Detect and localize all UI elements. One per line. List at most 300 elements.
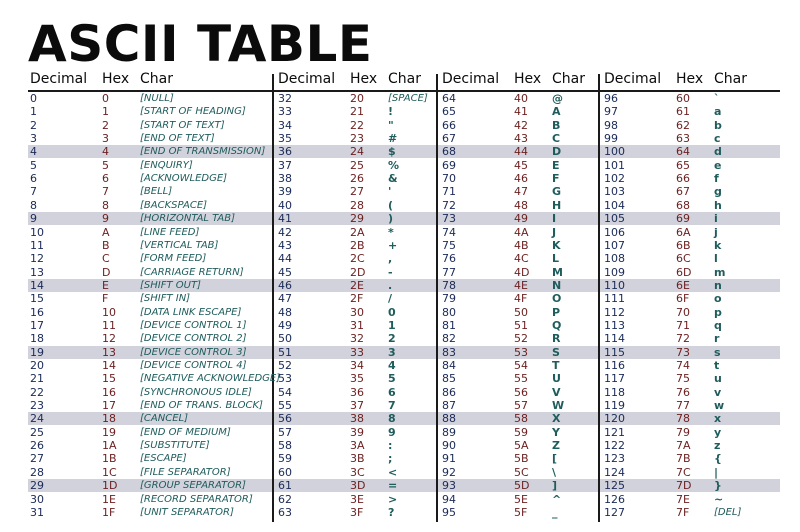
char-cell: $ <box>388 145 396 159</box>
decimal-cell: 2 <box>30 118 37 132</box>
decimal-cell: 26 <box>30 439 44 453</box>
decimal-cell: 119 <box>604 399 625 413</box>
hex-cell: 73 <box>676 345 690 359</box>
decimal-cell: 44 <box>278 252 292 266</box>
char-cell: Q <box>552 318 562 332</box>
decimal-cell: 40 <box>278 198 292 212</box>
char-cell: [START OF TEXT] <box>140 119 225 131</box>
char-cell: k <box>714 238 722 252</box>
char-cell: [DEVICE CONTROL 2] <box>140 333 247 345</box>
decimal-cell: 6 <box>30 172 37 186</box>
decimal-cell: 87 <box>442 399 456 413</box>
char-cell: O <box>552 292 562 306</box>
hex-cell: 7E <box>676 492 690 506</box>
char-cell: B <box>552 118 561 132</box>
char-cell: [VERTICAL TAB] <box>140 239 219 251</box>
char-cell: f <box>714 172 719 186</box>
hex-cell: 4B <box>514 238 529 252</box>
hex-cell: B <box>102 238 110 252</box>
decimal-cell: 112 <box>604 305 625 319</box>
char-cell: S <box>552 345 560 359</box>
char-cell: [FILE SEPARATOR] <box>140 466 231 478</box>
hex-cell: D <box>102 265 111 279</box>
char-cell: 3 <box>388 345 396 359</box>
hex-cell: 13 <box>102 345 116 359</box>
decimal-cell: 60 <box>278 465 292 479</box>
char-cell: / <box>388 292 393 306</box>
char-cell: l <box>714 252 718 266</box>
char-cell: j <box>714 225 718 239</box>
decimal-cell: 22 <box>30 385 44 399</box>
hex-cell: 57 <box>514 399 528 413</box>
hex-cell: 6B <box>676 238 691 252</box>
hex-cell: 6 <box>102 172 109 186</box>
char-cell: o <box>714 292 722 306</box>
decimal-cell: 3 <box>30 132 37 146</box>
char-cell: a <box>714 105 722 119</box>
hex-cell: 46 <box>514 172 528 186</box>
char-cell: [BELL] <box>140 186 173 198</box>
char-cell: : <box>388 439 393 453</box>
header-decimal: Decimal <box>278 71 336 87</box>
char-cell: s <box>714 345 721 359</box>
decimal-cell: 8 <box>30 198 37 212</box>
decimal-cell: 92 <box>442 465 456 479</box>
decimal-cell: 9 <box>30 212 37 226</box>
char-cell: P <box>552 305 561 319</box>
hex-cell: 24 <box>350 145 364 159</box>
decimal-cell: 43 <box>278 238 292 252</box>
decimal-cell: 20 <box>30 359 44 372</box>
decimal-cell: 45 <box>278 265 292 279</box>
hex-cell: 60 <box>676 92 690 105</box>
hex-cell: 31 <box>350 318 364 332</box>
decimal-cell: 104 <box>604 198 625 212</box>
hex-cell: A <box>102 225 110 239</box>
decimal-cell: 1 <box>30 105 37 119</box>
hex-cell: 67 <box>676 185 690 199</box>
hex-cell: 69 <box>676 212 690 226</box>
decimal-cell: 69 <box>442 158 456 172</box>
char-cell: D <box>552 145 562 159</box>
char-cell: < <box>388 465 398 479</box>
decimal-cell: 53 <box>278 372 292 386</box>
char-cell: ~ <box>714 492 724 506</box>
char-cell: E <box>552 158 560 172</box>
hex-cell: 28 <box>350 198 364 212</box>
hex-cell: 3C <box>350 465 365 479</box>
decimal-cell: 10 <box>30 225 44 239</box>
decimal-cell: 79 <box>442 292 456 306</box>
decimal-cell: 28 <box>30 465 44 479</box>
hex-cell: 65 <box>676 158 690 172</box>
decimal-cell: 34 <box>278 118 292 132</box>
char-cell: Y <box>552 425 560 439</box>
decimal-cell: 38 <box>278 172 292 186</box>
hex-cell: 3F <box>350 505 364 519</box>
decimal-cell: 82 <box>442 332 456 346</box>
decimal-cell: 114 <box>604 332 625 346</box>
decimal-cell: 73 <box>442 212 456 226</box>
char-cell: [END OF TEXT] <box>140 133 215 145</box>
hex-cell: 33 <box>350 345 364 359</box>
hex-cell: 71 <box>676 318 690 332</box>
decimal-cell: 37 <box>278 158 292 172</box>
decimal-cell: 86 <box>442 385 456 399</box>
char-cell: [END OF MEDIUM] <box>140 426 231 438</box>
hex-cell: 38 <box>350 412 364 426</box>
hex-cell: 32 <box>350 332 364 346</box>
char-cell: 7 <box>388 399 396 413</box>
char-cell: ] <box>552 479 558 493</box>
decimal-cell: 121 <box>604 425 625 439</box>
hex-cell: 7 <box>102 185 109 199</box>
decimal-cell: 18 <box>30 332 44 346</box>
char-cell: & <box>388 172 398 186</box>
decimal-cell: 63 <box>278 505 292 519</box>
hex-cell: 47 <box>514 185 528 199</box>
decimal-cell: 13 <box>30 265 44 279</box>
hex-cell: 50 <box>514 305 528 319</box>
column-separator <box>272 74 274 522</box>
char-cell: [SPACE] <box>388 93 428 104</box>
hex-cell: 44 <box>514 145 528 159</box>
decimal-cell: 11 <box>30 238 44 252</box>
hex-cell: 4E <box>514 278 528 292</box>
decimal-cell: 23 <box>30 399 44 413</box>
decimal-cell: 75 <box>442 238 456 252</box>
hex-cell: 7A <box>676 439 691 453</box>
hex-cell: F <box>102 292 109 306</box>
char-cell: t <box>714 359 720 372</box>
hex-cell: 51 <box>514 318 528 332</box>
char-cell: ' <box>388 185 392 199</box>
decimal-cell: 99 <box>604 132 618 146</box>
char-cell: U <box>552 372 561 386</box>
header-char: Char <box>714 71 747 87</box>
hex-cell: 2 <box>102 118 109 132</box>
char-cell: [DEVICE CONTROL 4] <box>140 360 247 371</box>
decimal-cell: 101 <box>604 158 625 172</box>
char-cell: } <box>714 479 722 493</box>
char-cell: [END OF TRANSMISSION] <box>140 146 266 158</box>
ascii-table <box>28 70 776 522</box>
decimal-cell: 36 <box>278 145 292 159</box>
char-cell: m <box>714 265 726 279</box>
char-cell: d <box>714 145 722 159</box>
decimal-cell: 67 <box>442 132 456 146</box>
hex-cell: 3B <box>350 452 365 466</box>
hex-cell: 78 <box>676 412 690 426</box>
hex-cell: 70 <box>676 305 690 319</box>
hex-cell: 25 <box>350 158 364 172</box>
header-decimal: Decimal <box>30 71 88 87</box>
hex-cell: 5F <box>514 505 528 519</box>
decimal-cell: 32 <box>278 92 292 105</box>
char-cell: ) <box>388 212 394 226</box>
char-cell: H <box>552 198 562 212</box>
decimal-cell: 52 <box>278 359 292 372</box>
decimal-cell: 93 <box>442 479 456 493</box>
char-cell: [CANCEL] <box>140 413 188 425</box>
decimal-cell: 125 <box>604 479 625 493</box>
decimal-cell: 48 <box>278 305 292 319</box>
char-cell: ( <box>388 198 394 212</box>
decimal-cell: 126 <box>604 492 625 506</box>
char-cell: _ <box>552 505 558 519</box>
decimal-cell: 102 <box>604 172 625 186</box>
char-cell: [HORIZONTAL TAB] <box>140 213 235 225</box>
decimal-cell: 42 <box>278 225 292 239</box>
hex-cell: 54 <box>514 359 528 372</box>
hex-cell: 7D <box>676 479 692 493</box>
char-cell: b <box>714 118 722 132</box>
hex-cell: 2D <box>350 265 366 279</box>
hex-cell: 16 <box>102 385 116 399</box>
hex-cell: C <box>102 252 110 266</box>
char-cell: x <box>714 412 722 426</box>
hex-cell: 45 <box>514 158 528 172</box>
hex-cell: 4 <box>102 145 109 159</box>
hex-cell: 5D <box>514 479 530 493</box>
char-cell: F <box>552 172 560 186</box>
hex-cell: 14 <box>102 359 116 372</box>
decimal-cell: 27 <box>30 452 44 466</box>
decimal-cell: 31 <box>30 505 44 519</box>
char-cell: C <box>552 132 561 146</box>
char-cell: 6 <box>388 385 396 399</box>
hex-cell: 20 <box>350 92 364 105</box>
hex-cell: 30 <box>350 305 364 319</box>
char-cell: [UNIT SEPARATOR] <box>140 506 234 518</box>
char-cell: K <box>552 238 561 252</box>
decimal-cell: 85 <box>442 372 456 386</box>
header-hex: Hex <box>514 71 542 87</box>
hex-cell: 72 <box>676 332 690 346</box>
hex-cell: 26 <box>350 172 364 186</box>
hex-cell: 2C <box>350 252 365 266</box>
header-hex: Hex <box>102 71 130 87</box>
decimal-cell: 72 <box>442 198 456 212</box>
decimal-cell: 103 <box>604 185 625 199</box>
header-char: Char <box>552 71 585 87</box>
decimal-cell: 50 <box>278 332 292 346</box>
decimal-cell: 49 <box>278 318 292 332</box>
hex-cell: 52 <box>514 332 528 346</box>
hex-cell: 10 <box>102 305 116 319</box>
hex-cell: 35 <box>350 372 364 386</box>
hex-cell: 6F <box>676 292 690 306</box>
decimal-cell: 12 <box>30 252 44 266</box>
hex-cell: 5 <box>102 158 109 172</box>
hex-cell: 1 <box>102 105 109 119</box>
decimal-cell: 65 <box>442 105 456 119</box>
char-cell: i <box>714 212 718 226</box>
decimal-cell: 76 <box>442 252 456 266</box>
hex-cell: 1E <box>102 492 116 506</box>
hex-cell: 63 <box>676 132 690 146</box>
column-separator <box>436 74 438 522</box>
char-cell: [NEGATIVE ACKNOWLEDGE] <box>140 373 281 385</box>
char-cell: Z <box>552 439 560 453</box>
char-cell: 1 <box>388 318 396 332</box>
hex-cell: 7F <box>676 505 690 519</box>
char-cell: [DATA LINK ESCAPE] <box>140 306 242 318</box>
hex-cell: 42 <box>514 118 528 132</box>
decimal-cell: 83 <box>442 345 456 359</box>
decimal-cell: 80 <box>442 305 456 319</box>
decimal-cell: 90 <box>442 439 456 453</box>
char-cell: + <box>388 238 398 252</box>
char-cell: { <box>714 452 722 466</box>
hex-cell: 21 <box>350 105 364 119</box>
char-cell: [DEVICE CONTROL 3] <box>140 346 247 358</box>
decimal-cell: 110 <box>604 278 625 292</box>
hex-cell: 64 <box>676 145 690 159</box>
char-cell: J <box>552 225 557 239</box>
hex-cell: 2A <box>350 225 365 239</box>
char-cell: [DEVICE CONTROL 1] <box>140 319 247 331</box>
char-cell: 5 <box>388 372 396 386</box>
hex-cell: 61 <box>676 105 690 119</box>
hex-cell: 19 <box>102 425 116 439</box>
hex-cell: 29 <box>350 212 364 226</box>
char-cell: G <box>552 185 562 199</box>
char-cell: [BACKSPACE] <box>140 199 208 211</box>
hex-cell: 49 <box>514 212 528 226</box>
hex-cell: 74 <box>676 359 690 372</box>
decimal-cell: 117 <box>604 372 625 386</box>
hex-cell: 8 <box>102 198 109 212</box>
hex-cell: 55 <box>514 372 528 386</box>
decimal-cell: 51 <box>278 345 292 359</box>
hex-cell: 68 <box>676 198 690 212</box>
decimal-cell: 100 <box>604 145 625 159</box>
char-cell: R <box>552 332 561 346</box>
char-cell: w <box>714 399 725 413</box>
decimal-cell: 124 <box>604 465 625 479</box>
decimal-cell: 61 <box>278 479 292 493</box>
decimal-cell: 41 <box>278 212 292 226</box>
hex-cell: 0 <box>102 92 109 105</box>
char-cell: n <box>714 278 722 292</box>
hex-cell: 1D <box>102 479 118 493</box>
char-cell: ? <box>388 505 395 519</box>
char-cell: [SHIFT IN] <box>140 293 191 305</box>
hex-cell: 77 <box>676 399 690 413</box>
decimal-cell: 62 <box>278 492 292 506</box>
char-cell: 2 <box>388 332 396 346</box>
header-char: Char <box>388 71 421 87</box>
hex-cell: 3A <box>350 439 365 453</box>
hex-cell: 41 <box>514 105 528 119</box>
decimal-cell: 94 <box>442 492 456 506</box>
hex-cell: 1A <box>102 439 117 453</box>
char-cell: I <box>552 212 557 226</box>
hex-cell: 66 <box>676 172 690 186</box>
hex-cell: 37 <box>350 399 364 413</box>
decimal-cell: 33 <box>278 105 292 119</box>
decimal-cell: 17 <box>30 318 44 332</box>
decimal-cell: 97 <box>604 105 618 119</box>
decimal-cell: 68 <box>442 145 456 159</box>
hex-cell: 7C <box>676 465 691 479</box>
decimal-cell: 30 <box>30 492 44 506</box>
decimal-cell: 15 <box>30 292 44 306</box>
decimal-cell: 70 <box>442 172 456 186</box>
char-cell: p <box>714 305 722 319</box>
char-cell: [CARRIAGE RETURN] <box>140 266 244 278</box>
decimal-cell: 96 <box>604 92 618 105</box>
hex-cell: 6C <box>676 252 691 266</box>
decimal-cell: 39 <box>278 185 292 199</box>
char-cell: > <box>388 492 398 506</box>
char-cell: g <box>714 185 722 199</box>
decimal-cell: 14 <box>30 278 44 292</box>
char-cell: 4 <box>388 359 396 372</box>
header-char: Char <box>140 71 173 87</box>
char-cell: [DEL] <box>714 506 742 518</box>
decimal-cell: 24 <box>30 412 44 426</box>
char-cell: - <box>388 265 393 279</box>
hex-cell: 18 <box>102 412 116 426</box>
hex-cell: 4C <box>514 252 529 266</box>
decimal-cell: 25 <box>30 425 44 439</box>
char-cell: [RECORD SEPARATOR] <box>140 493 253 505</box>
char-cell: c <box>714 132 721 146</box>
decimal-cell: 120 <box>604 412 625 426</box>
hex-cell: 56 <box>514 385 528 399</box>
char-cell: [GROUP SEPARATOR] <box>140 480 246 492</box>
decimal-cell: 74 <box>442 225 456 239</box>
decimal-cell: 106 <box>604 225 625 239</box>
char-cell: . <box>388 278 393 292</box>
decimal-cell: 111 <box>604 292 625 306</box>
decimal-cell: 29 <box>30 479 44 493</box>
char-cell: v <box>714 385 722 399</box>
hex-cell: 4F <box>514 292 528 306</box>
decimal-cell: 57 <box>278 425 292 439</box>
char-cell: [START OF HEADING] <box>140 106 246 118</box>
header-decimal: Decimal <box>442 71 500 87</box>
decimal-cell: 19 <box>30 345 44 359</box>
decimal-cell: 98 <box>604 118 618 132</box>
char-cell: [FORM FEED] <box>140 253 207 265</box>
char-cell: [ENQUIRY] <box>140 159 193 171</box>
hex-cell: 43 <box>514 132 528 146</box>
char-cell: h <box>714 198 722 212</box>
hex-cell: 27 <box>350 185 364 199</box>
hex-cell: 15 <box>102 372 116 386</box>
char-cell: 0 <box>388 305 396 319</box>
char-cell: [ <box>552 452 558 466</box>
char-cell: | <box>714 465 719 479</box>
char-cell: [SUBSTITUTE] <box>140 440 210 452</box>
decimal-cell: 59 <box>278 452 292 466</box>
hex-cell: 79 <box>676 425 690 439</box>
decimal-cell: 66 <box>442 118 456 132</box>
decimal-cell: 84 <box>442 359 456 372</box>
hex-cell: 1F <box>102 505 116 519</box>
char-cell: e <box>714 158 722 172</box>
hex-cell: 62 <box>676 118 690 132</box>
char-cell: [SHIFT OUT] <box>140 279 201 291</box>
decimal-cell: 115 <box>604 345 625 359</box>
hex-cell: 4A <box>514 225 529 239</box>
decimal-cell: 107 <box>604 238 625 252</box>
hex-cell: 5C <box>514 465 529 479</box>
char-cell: # <box>388 132 398 146</box>
